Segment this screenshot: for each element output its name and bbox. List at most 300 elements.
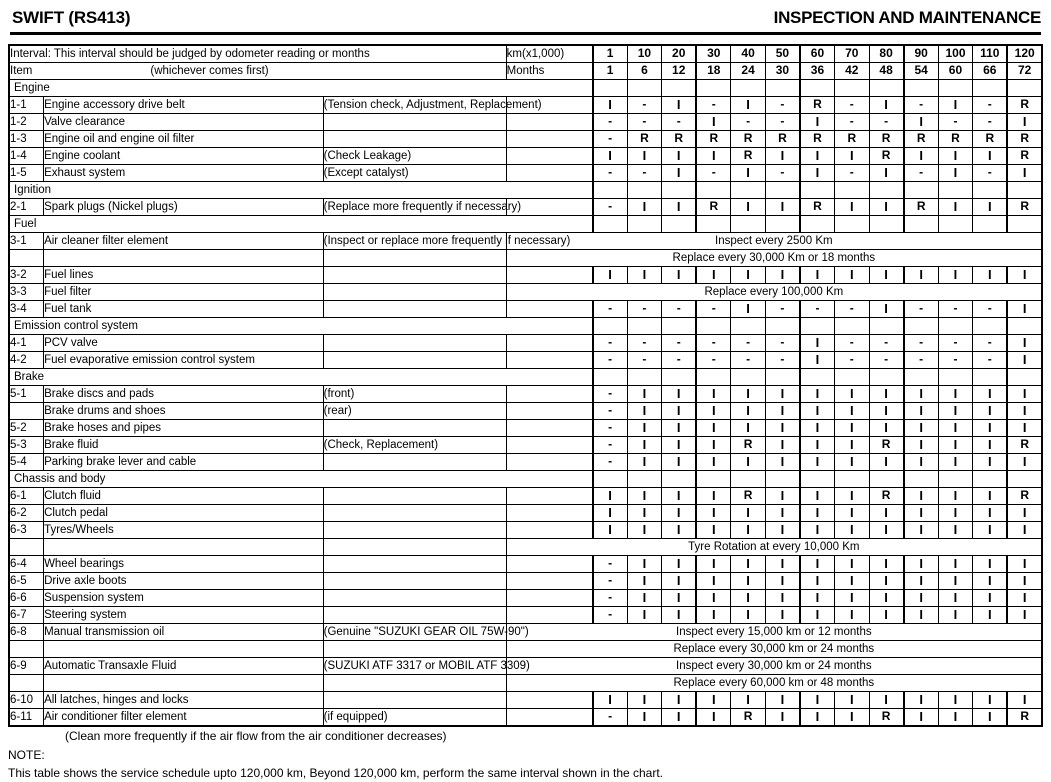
interval-mark: I xyxy=(746,96,750,112)
interval-mark: I xyxy=(953,708,958,724)
interval-cell xyxy=(731,267,766,284)
item-name: Clutch fluid xyxy=(44,488,324,505)
interval-mark: I xyxy=(746,198,750,214)
interval-cell xyxy=(835,199,870,216)
interval-mark: I xyxy=(953,555,958,571)
interval-mark: I xyxy=(642,402,647,418)
interval-mark: I xyxy=(642,691,647,707)
interval-cell xyxy=(904,573,939,590)
interval-mark: I xyxy=(849,419,854,435)
km-header-cell xyxy=(1007,45,1042,63)
interval-mark: R xyxy=(743,131,753,146)
interval-cell xyxy=(627,607,662,624)
interval-mark: - xyxy=(676,114,681,129)
interval-mark: - xyxy=(642,114,647,129)
interval-cell xyxy=(765,165,800,182)
empty-cell xyxy=(593,216,628,233)
interval-cell xyxy=(835,607,870,624)
interval-mark: I xyxy=(987,589,992,605)
item-number: 5-2 xyxy=(9,420,44,437)
interval-mark: I xyxy=(987,521,992,537)
interval-cell xyxy=(835,590,870,607)
item-note xyxy=(323,301,506,318)
interval-mark: I xyxy=(642,708,647,724)
item-number: 6-1 xyxy=(9,488,44,505)
interval-cell xyxy=(973,454,1008,471)
interval-mark: I xyxy=(919,708,923,724)
item-number: 1-2 xyxy=(9,114,44,131)
interval-mark: I xyxy=(1022,504,1027,520)
interval-mark: - xyxy=(884,352,889,367)
section-header-row xyxy=(9,182,1042,199)
interval-cell xyxy=(973,352,1008,369)
interval-cell xyxy=(1007,420,1042,437)
interval-mark: - xyxy=(711,301,716,316)
interval-cell xyxy=(593,131,628,148)
interval-mark: I xyxy=(746,555,750,571)
interval-cell xyxy=(869,148,904,165)
table-row xyxy=(9,437,1042,454)
interval-mark: I xyxy=(884,504,888,520)
section-label: Fuel xyxy=(9,216,593,233)
interval-mark: - xyxy=(780,97,785,112)
months-header-cell xyxy=(904,63,939,80)
interval-cell xyxy=(662,505,697,522)
interval-mark: I xyxy=(849,402,854,418)
interval-cell xyxy=(1007,488,1042,505)
item-note xyxy=(323,284,506,301)
unit-spacer-cell xyxy=(506,301,592,318)
interval-mark: I xyxy=(919,521,923,537)
interval-cell xyxy=(904,607,939,624)
interval-cell xyxy=(835,165,870,182)
interval-cell xyxy=(938,590,973,607)
interval-cell xyxy=(1007,454,1042,471)
interval-cell xyxy=(662,590,697,607)
interval-cell xyxy=(869,97,904,114)
interval-cell xyxy=(1007,114,1042,131)
interval-mark: - xyxy=(987,352,992,367)
empty-cell xyxy=(731,369,766,386)
empty-cell xyxy=(869,216,904,233)
interval-mark: I xyxy=(711,385,716,401)
interval-cell xyxy=(696,709,731,727)
interval-cell xyxy=(938,437,973,454)
empty-cell xyxy=(593,369,628,386)
interval-mark: 30 xyxy=(775,63,790,78)
table-row xyxy=(9,624,1042,641)
interval-mark: I xyxy=(676,708,681,724)
interval-mark: I xyxy=(746,572,750,588)
interval-mark: I xyxy=(1022,402,1027,418)
section-header-row xyxy=(9,471,1042,488)
interval-cell xyxy=(938,454,973,471)
interval-cell xyxy=(731,556,766,573)
interval-cell xyxy=(593,590,628,607)
interval-cell xyxy=(627,352,662,369)
interval-mark: I xyxy=(780,385,785,401)
interval-cell xyxy=(696,420,731,437)
interval-span-text: Replace every 60,000 km or 48 months xyxy=(506,675,1042,692)
interval-mark: I xyxy=(987,147,992,163)
interval-cell xyxy=(938,607,973,624)
interval-mark: I xyxy=(987,606,992,622)
empty-cell xyxy=(835,182,870,199)
interval-mark: I xyxy=(849,266,854,282)
item-name xyxy=(44,539,324,556)
table-row xyxy=(9,420,1042,437)
interval-cell xyxy=(869,335,904,352)
item-name: Fuel evaporative emission control system xyxy=(44,352,324,369)
months-header-cell xyxy=(800,63,835,80)
interval-mark: - xyxy=(608,607,613,622)
interval-mark: I xyxy=(1022,419,1027,435)
interval-cell xyxy=(973,301,1008,318)
item-number: 1-1 xyxy=(9,97,44,114)
interval-mark: I xyxy=(987,385,992,401)
interval-mark: I xyxy=(884,96,888,112)
interval-cell xyxy=(593,97,628,114)
interval-mark: - xyxy=(608,386,613,401)
interval-mark: I xyxy=(642,147,647,163)
interval-cell xyxy=(593,335,628,352)
interval-cell xyxy=(869,556,904,573)
item-name: Air cleaner filter element xyxy=(44,233,324,250)
interval-cell xyxy=(696,692,731,709)
empty-cell xyxy=(938,216,973,233)
interval-cell xyxy=(662,709,697,727)
empty-cell xyxy=(627,216,662,233)
interval-mark: I xyxy=(919,555,923,571)
interval-mark: I xyxy=(711,266,716,282)
interval-mark: I xyxy=(780,572,785,588)
interval-cell xyxy=(731,403,766,420)
interval-mark: 90 xyxy=(914,46,928,61)
interval-mark: I xyxy=(711,113,716,129)
interval-mark: I xyxy=(642,572,647,588)
interval-mark: I xyxy=(849,487,854,503)
interval-cell xyxy=(662,420,697,437)
interval-cell xyxy=(800,403,835,420)
item-number: 5-4 xyxy=(9,454,44,471)
empty-cell xyxy=(696,369,731,386)
interval-cell xyxy=(869,386,904,403)
interval-mark: 10 xyxy=(637,46,652,61)
interval-mark: I xyxy=(711,402,716,418)
interval-mark: I xyxy=(780,436,785,452)
interval-cell xyxy=(1007,131,1042,148)
interval-mark: I xyxy=(884,606,888,622)
interval-mark: I xyxy=(711,453,716,469)
empty-cell xyxy=(662,80,697,97)
interval-mark: I xyxy=(815,419,820,435)
interval-mark: I xyxy=(884,419,888,435)
interval-mark: I xyxy=(676,96,681,112)
km-header-cell xyxy=(765,45,800,63)
interval-mark: - xyxy=(987,114,992,129)
empty-cell xyxy=(765,369,800,386)
interval-mark: I xyxy=(746,385,750,401)
interval-cell xyxy=(731,352,766,369)
interval-cell xyxy=(593,114,628,131)
interval-mark: R xyxy=(743,488,753,503)
item-name: Air conditioner filter element xyxy=(44,709,324,727)
interval-mark: 1 xyxy=(606,63,614,78)
interval-cell xyxy=(1007,573,1042,590)
interval-cell xyxy=(800,131,835,148)
km-header-cell xyxy=(904,45,939,63)
interval-mark: 120 xyxy=(1014,46,1035,61)
interval-cell xyxy=(627,454,662,471)
interval-mark: I xyxy=(815,402,820,418)
months-header-cell xyxy=(627,63,662,80)
table-row xyxy=(9,284,1042,301)
months-header-cell xyxy=(835,63,870,80)
interval-mark: I xyxy=(711,572,716,588)
interval-cell xyxy=(835,352,870,369)
interval-cell xyxy=(938,692,973,709)
interval-mark: I xyxy=(815,708,820,724)
interval-mark: - xyxy=(711,335,716,350)
interval-cell xyxy=(938,403,973,420)
interval-cell xyxy=(904,420,939,437)
interval-cell xyxy=(662,352,697,369)
interval-mark: - xyxy=(953,352,958,367)
interval-cell xyxy=(662,437,697,454)
interval-cell xyxy=(696,352,731,369)
interval-cell xyxy=(627,301,662,318)
interval-cell xyxy=(904,403,939,420)
interval-cell xyxy=(835,386,870,403)
interval-mark: R xyxy=(1020,131,1029,146)
empty-cell xyxy=(731,471,766,488)
interval-mark: I xyxy=(884,691,888,707)
interval-mark: I xyxy=(780,504,785,520)
interval-cell xyxy=(731,386,766,403)
interval-mark: - xyxy=(608,352,613,367)
interval-cell xyxy=(869,131,904,148)
interval-mark: 36 xyxy=(810,63,825,78)
empty-cell xyxy=(800,80,835,97)
interval-cell xyxy=(731,301,766,318)
empty-cell xyxy=(662,216,697,233)
interval-mark: - xyxy=(711,352,716,367)
interval-mark: I xyxy=(884,521,888,537)
interval-cell xyxy=(869,573,904,590)
interval-mark: - xyxy=(608,573,613,588)
item-note xyxy=(323,454,506,471)
interval-cell xyxy=(1007,386,1042,403)
interval-cell xyxy=(800,386,835,403)
interval-mark: I xyxy=(711,606,716,622)
interval-mark: I xyxy=(987,708,992,724)
interval-mark: I xyxy=(884,402,888,418)
interval-mark: R xyxy=(1020,148,1029,163)
interval-mark: - xyxy=(849,301,854,316)
interval-cell xyxy=(662,454,697,471)
table-row xyxy=(9,675,1042,692)
interval-mark: I xyxy=(676,521,681,537)
interval-mark: - xyxy=(884,114,889,129)
interval-mark: - xyxy=(608,165,613,180)
months-header-cell xyxy=(765,63,800,80)
interval-cell xyxy=(973,131,1008,148)
empty-cell xyxy=(800,182,835,199)
interval-cell xyxy=(662,692,697,709)
km-header-cell xyxy=(869,45,904,63)
empty-cell xyxy=(731,182,766,199)
interval-mark: R xyxy=(881,131,891,146)
empty-cell xyxy=(662,471,697,488)
interval-cell xyxy=(938,148,973,165)
empty-cell xyxy=(800,471,835,488)
unit-spacer-cell xyxy=(506,488,592,505)
interval-mark: - xyxy=(608,556,613,571)
note-label: NOTE: xyxy=(8,748,45,763)
interval-mark: I xyxy=(849,453,854,469)
interval-cell xyxy=(1007,437,1042,454)
empty-cell xyxy=(973,216,1008,233)
interval-mark: I xyxy=(884,198,888,214)
interval-cell xyxy=(627,505,662,522)
item-name: Valve clearance xyxy=(44,114,324,131)
interval-cell xyxy=(835,403,870,420)
interval-mark: I xyxy=(815,113,820,129)
empty-cell xyxy=(973,471,1008,488)
interval-mark: I xyxy=(746,453,750,469)
interval-mark: 6 xyxy=(641,63,648,78)
item-note xyxy=(323,114,506,131)
interval-cell xyxy=(731,573,766,590)
item-number: 6-8 xyxy=(9,624,44,641)
interval-mark: I xyxy=(849,606,854,622)
interval-cell xyxy=(1007,709,1042,727)
interval-mark: I xyxy=(780,487,785,503)
interval-cell xyxy=(835,709,870,727)
interval-mark: I xyxy=(953,504,958,520)
interval-mark: I xyxy=(608,521,612,537)
interval-cell xyxy=(800,488,835,505)
section-label: Brake xyxy=(9,369,593,386)
empty-cell xyxy=(835,471,870,488)
interval-mark: R xyxy=(813,97,822,112)
empty-cell xyxy=(869,318,904,335)
interval-cell xyxy=(627,267,662,284)
interval-cell xyxy=(1007,556,1042,573)
unit-spacer-cell xyxy=(506,692,592,709)
interval-cell xyxy=(973,114,1008,131)
empty-cell xyxy=(800,369,835,386)
item-name: Exhaust system xyxy=(44,165,324,182)
item-note: (Inspect or replace more frequently if necessary) xyxy=(323,233,506,250)
interval-mark: I xyxy=(919,147,923,163)
interval-cell xyxy=(835,692,870,709)
interval-mark: I xyxy=(642,453,647,469)
interval-mark: 1 xyxy=(606,46,614,61)
interval-mark: I xyxy=(1022,300,1027,316)
interval-mark: I xyxy=(676,589,681,605)
maintenance-schedule-table xyxy=(8,44,1043,727)
interval-mark: I xyxy=(1022,555,1027,571)
item-name xyxy=(44,641,324,658)
empty-cell xyxy=(696,318,731,335)
interval-cell xyxy=(973,692,1008,709)
item-number: 5-1 xyxy=(9,386,44,403)
interval-mark: I xyxy=(884,266,888,282)
interval-cell xyxy=(869,454,904,471)
table-row xyxy=(9,607,1042,624)
interval-mark: - xyxy=(608,403,613,418)
item-note: (Check, Replacement) xyxy=(323,437,506,454)
interval-cell xyxy=(800,97,835,114)
interval-cell xyxy=(627,199,662,216)
interval-mark: I xyxy=(815,385,820,401)
interval-cell xyxy=(973,403,1008,420)
interval-cell xyxy=(835,522,870,539)
interval-cell xyxy=(593,352,628,369)
interval-mark: I xyxy=(919,572,923,588)
interval-mark: I xyxy=(849,691,854,707)
interval-mark: I xyxy=(987,691,992,707)
interval-mark: I xyxy=(780,691,785,707)
interval-mark: I xyxy=(953,436,958,452)
interval-cell xyxy=(835,420,870,437)
interval-cell xyxy=(800,692,835,709)
interval-mark: I xyxy=(780,419,785,435)
interval-cell xyxy=(835,131,870,148)
km-header-cell xyxy=(731,45,766,63)
empty-cell xyxy=(904,318,939,335)
interval-mark: I xyxy=(711,691,716,707)
interval-mark: I xyxy=(711,589,716,605)
interval-cell xyxy=(696,488,731,505)
interval-cell xyxy=(731,454,766,471)
interval-mark: I xyxy=(676,453,681,469)
empty-cell xyxy=(1007,369,1042,386)
interval-cell xyxy=(765,420,800,437)
interval-cell xyxy=(765,403,800,420)
interval-cell xyxy=(1007,692,1042,709)
item-name: Tyres/Wheels xyxy=(44,522,324,539)
document-title: INSPECTION AND MAINTENANCE xyxy=(773,8,1041,27)
interval-cell xyxy=(973,97,1008,114)
empty-cell xyxy=(869,369,904,386)
interval-cell xyxy=(731,692,766,709)
interval-mark: 54 xyxy=(914,63,928,78)
interval-cell xyxy=(973,165,1008,182)
empty-cell xyxy=(835,216,870,233)
item-number: 6-3 xyxy=(9,522,44,539)
item-number: 6-5 xyxy=(9,573,44,590)
interval-cell xyxy=(662,488,697,505)
interval-cell xyxy=(765,556,800,573)
interval-mark: I xyxy=(815,164,820,180)
item-number: 4-2 xyxy=(9,352,44,369)
interval-cell xyxy=(938,131,973,148)
interval-mark: 42 xyxy=(845,63,859,78)
interval-cell xyxy=(731,114,766,131)
interval-cell xyxy=(696,165,731,182)
interval-mark: - xyxy=(780,335,785,350)
interval-mark: I xyxy=(642,521,647,537)
interval-cell xyxy=(627,131,662,148)
interval-mark: - xyxy=(815,301,820,316)
item-number xyxy=(9,403,44,420)
interval-mark: - xyxy=(642,301,647,316)
item-name: Brake fluid xyxy=(44,437,324,454)
interval-mark: I xyxy=(746,606,750,622)
km-header-cell xyxy=(938,45,973,63)
